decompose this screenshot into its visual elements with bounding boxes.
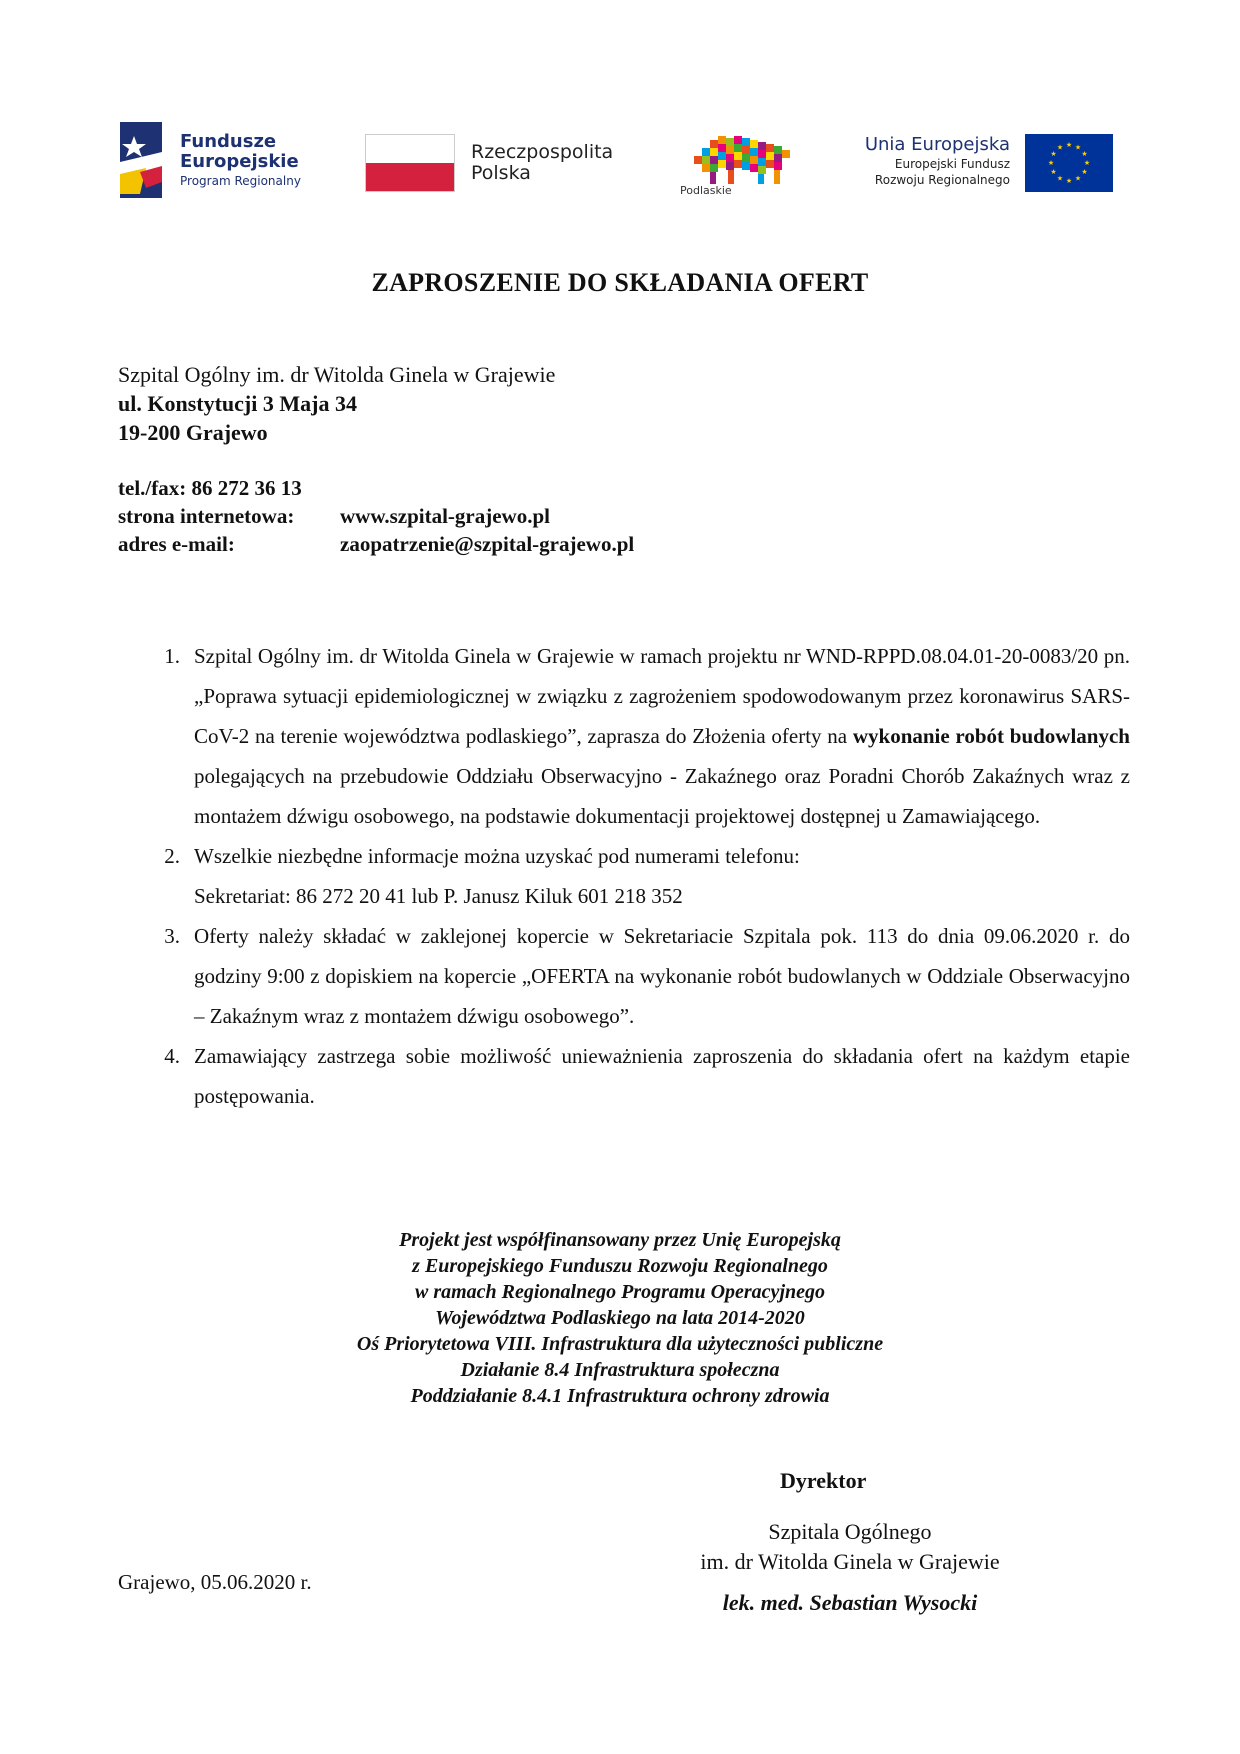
svg-text:★: ★ xyxy=(1074,174,1082,183)
fundusze-europejskie-star-icon xyxy=(120,122,162,198)
list-item-text: Oferty należy składać w zaklejonej kopercie w Sekretariacie Szpitala pok. 113 do dnia 09.06.2020 r. do godziny 9:00 z dopiskiem na kopercie „OFERTA na wykonanie robót budowlanych w Oddziale Obserwacyjno – Zakaźnym wraz z montażem dźwigu osobowego”. xyxy=(194,924,1130,1028)
bison-mosaic-icon xyxy=(680,134,800,186)
unia-europejska-logo xyxy=(855,134,1125,194)
list-item-text: Zamawiający zastrzega sobie możliwość unieważnienia zaproszenia do składania ofert na każdym etapie postępowania. xyxy=(194,1044,1130,1108)
item2-line1: Wszelkie niezbędne informacje można uzyskać pod numerami telefonu: xyxy=(194,844,800,868)
logo-bar xyxy=(120,120,1120,200)
email-row xyxy=(118,530,634,558)
list-item-text xyxy=(194,636,1130,836)
email-label: adres e-mail: xyxy=(118,532,235,556)
svg-text:★: ★ xyxy=(1081,168,1088,176)
list-item-number: 1. xyxy=(164,644,180,668)
svg-text:★: ★ xyxy=(1065,177,1073,185)
rp-logo-line1: Rzeczpospolita xyxy=(471,141,614,163)
website-label: strona internetowa: xyxy=(118,504,295,528)
list-item xyxy=(150,1036,1130,1116)
funding-line: Województwa Podlaskiego na lata 2014-2020 xyxy=(435,1307,805,1329)
place-and-date: Grajewo, 05.06.2020 r. xyxy=(118,1570,312,1594)
funding-line: Poddziałanie 8.4.1 Infrastruktura ochrony zdrowia xyxy=(410,1385,830,1407)
svg-text:★: ★ xyxy=(1056,143,1064,152)
podlaskie-caption: Podlaskie xyxy=(680,184,732,197)
signatory-org-line1: Szpitala Ogólnego xyxy=(768,1519,932,1544)
svg-text:★: ★ xyxy=(1065,141,1073,149)
contact-block xyxy=(118,474,634,558)
svg-text:★: ★ xyxy=(1081,150,1088,158)
svg-text:★: ★ xyxy=(1050,150,1057,158)
funding-line: Oś Priorytetowa VIII. Infrastruktura dla użyteczności publiczne xyxy=(356,1333,884,1355)
fe-logo-line1: Fundusze xyxy=(180,131,277,152)
hospital-name: Szpital Ogólny im. dr Witolda Ginela w Grajewie xyxy=(118,362,556,387)
fe-logo-line3: Program Regionalny xyxy=(180,174,301,188)
svg-text:★: ★ xyxy=(1083,159,1091,167)
rp-logo-line2: Polska xyxy=(471,162,531,184)
item1-text-bold: wykonanie robót budowlanych xyxy=(852,724,1130,748)
funding-line: Projekt jest współfinansowany przez Unię Europejską xyxy=(399,1229,841,1251)
sender-address xyxy=(118,360,555,447)
website-link[interactable]: www.szpital-grajewo.pl xyxy=(340,504,550,528)
item1-text-before: Szpital Ogólny im. dr Witolda Ginela w Grajewie w ramach projektu nr WND-RPPD.08.04.01-20-0083/20 pn. „Poprawa sytuacji epidemiologicznej w związku z zagrożeniem spodowodowanym przez koronawirus SARS-CoV-2 na terenie województwa podlaskiego”, zaprasza do Złożenia oferty na xyxy=(194,644,1130,748)
svg-text:★: ★ xyxy=(1050,168,1057,176)
podlaskie-logo xyxy=(680,134,800,200)
svg-text:★: ★ xyxy=(1047,159,1055,167)
ue-logo-line1: Unia Europejska xyxy=(864,134,1010,155)
ue-logo-line2: Europejski Fundusz xyxy=(894,157,1010,171)
list-item xyxy=(150,916,1130,1036)
funding-line: w ramach Regionalnego Programu Operacyjnego xyxy=(414,1281,825,1303)
phone-fax: tel./fax: 86 272 36 13 xyxy=(118,476,302,500)
item1-text-after: polegających na przebudowie Oddziału Obserwacyjno - Zakaźnego oraz Poradni Chorób Zakaźnych wraz z montażem dźwigu osobowego, na podstawie dokumentacji projektowej dostępnej u Zamawiającego. xyxy=(194,764,1130,828)
poland-flag-icon xyxy=(365,134,455,192)
rzeczpospolita-polska-logo xyxy=(365,134,645,192)
list-item-number: 2. xyxy=(164,844,180,868)
numbered-list xyxy=(150,636,1130,1116)
hospital-city: 19-200 Grajewo xyxy=(118,420,268,445)
email-link[interactable]: zaopatrzenie@szpital-grajewo.pl xyxy=(340,532,635,556)
fe-logo-line2: Europejskie xyxy=(180,151,299,172)
funding-line: Działanie 8.4 Infrastruktura społeczna xyxy=(460,1359,780,1381)
signatory-org-line2: im. dr Witolda Ginela w Grajewie xyxy=(700,1549,1000,1574)
fundusze-europejskie-logo xyxy=(120,122,320,198)
document-title: ZAPROSZENIE DO SKŁADANIA OFERT xyxy=(371,268,869,297)
signatory-name: lek. med. Sebastian Wysocki xyxy=(722,1590,978,1615)
signatory-title: Dyrektor xyxy=(780,1468,867,1493)
list-item-number: 3. xyxy=(164,924,180,948)
list-item xyxy=(150,636,1130,836)
svg-text:★: ★ xyxy=(1074,143,1082,152)
list-item xyxy=(150,836,1130,916)
ue-logo-line3: Rozwoju Regionalnego xyxy=(874,173,1010,187)
funding-note xyxy=(0,1227,1240,1409)
item2-line2: Sekretariat: 86 272 20 41 lub P. Janusz Kiluk 601 218 352 xyxy=(194,884,683,908)
list-item-number: 4. xyxy=(164,1044,180,1068)
eu-flag-icon xyxy=(1025,134,1113,192)
hospital-street: ul. Konstytucji 3 Maja 34 xyxy=(118,391,357,416)
funding-line: z Europejskiego Funduszu Rozwoju Regionalnego xyxy=(412,1255,828,1277)
svg-text:★: ★ xyxy=(1056,174,1064,183)
website-row xyxy=(118,502,634,530)
signatory-organization xyxy=(660,1517,1040,1577)
